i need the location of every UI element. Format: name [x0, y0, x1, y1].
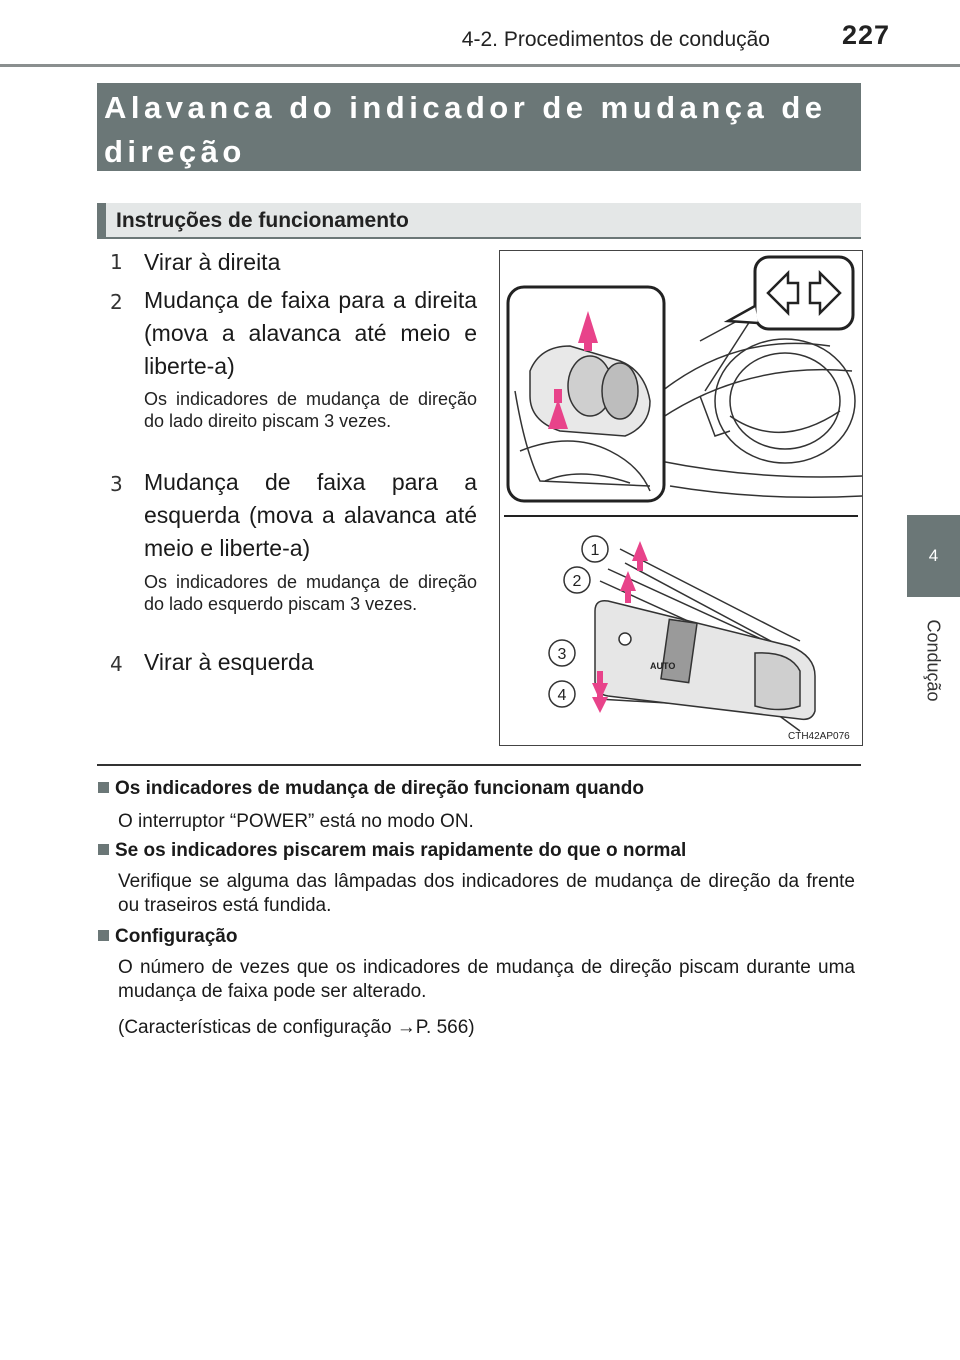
note-heading-2: Se os indicadores piscarem mais rapidamente do que o normal — [98, 840, 686, 862]
square-bullet-icon — [98, 782, 109, 793]
svg-text:2: 2 — [572, 573, 582, 590]
note-body-3: O número de vezes que os indicadores de mudança de direção piscam durante uma mudança de faixa pode ser alterado. — [118, 957, 855, 1002]
auto-label: AUTO — [650, 661, 676, 671]
list-number-1: 1 — [110, 250, 123, 274]
chapter-label: Condução — [923, 618, 944, 702]
square-bullet-icon — [98, 844, 109, 855]
list-item-4: Virar à esquerda — [144, 649, 314, 675]
list-number-2: 2 — [110, 290, 123, 314]
page-number: 227 — [841, 20, 890, 50]
note-body-1: O interruptor “POWER” está no modo ON. — [118, 811, 474, 832]
turn-signal-illustration — [500, 251, 862, 745]
callout-3 — [549, 640, 575, 666]
svg-text:4: 4 — [557, 687, 567, 704]
list-item-2: Mudança de faixa para a direita (mova a alavanca até meio e liberte-a) — [144, 287, 477, 379]
square-bullet-icon — [98, 930, 109, 941]
svg-text:1: 1 — [590, 542, 600, 559]
callout-2 — [564, 567, 590, 593]
note-heading-3: Configuração — [98, 926, 237, 948]
section-rule — [97, 764, 861, 766]
note-body-2: Verifique se alguma das lâmpadas dos indicadores de mudança de direção da frente ou traseiros está fundida. — [118, 871, 855, 916]
svg-text:3: 3 — [557, 646, 567, 663]
list-item-3: Mudança de faixa para a esquerda (mova a alavanca até meio e liberte-a) — [144, 469, 477, 561]
list-number-3: 3 — [110, 472, 123, 496]
list-note-2: Os indicadores de mudança de direção do lado direito piscam 3 vezes. — [144, 389, 477, 431]
subheading-accent — [97, 203, 106, 239]
running-header-section: 4-2. Procedimentos de condução — [461, 28, 770, 51]
header-rule — [0, 64, 960, 67]
page-title: Alavanca do indicador de mudança de direção — [104, 90, 827, 169]
list-number-4: 4 — [110, 652, 123, 676]
figure-code: CTH42AP076 — [788, 731, 850, 742]
subheading: Instruções de funcionamento — [116, 209, 409, 232]
arrow-right-icon: → — [396, 1017, 416, 1038]
turn-signal-figure — [499, 250, 863, 746]
callout-1 — [582, 536, 608, 562]
reference-line[interactable]: (Características de configuração →P. 566) — [118, 1017, 475, 1038]
list-item-1: Virar à direita — [144, 249, 281, 275]
note-heading-1: Os indicadores de mudança de direção funcionam quando — [98, 778, 644, 800]
list-note-3: Os indicadores de mudança de direção do lado esquerdo piscam 3 vezes. — [144, 572, 477, 614]
turn-arrows-icon — [728, 257, 853, 329]
chapter-tab[interactable] — [907, 515, 960, 597]
callout-4 — [549, 681, 575, 707]
chapter-number: 4 — [928, 546, 939, 565]
